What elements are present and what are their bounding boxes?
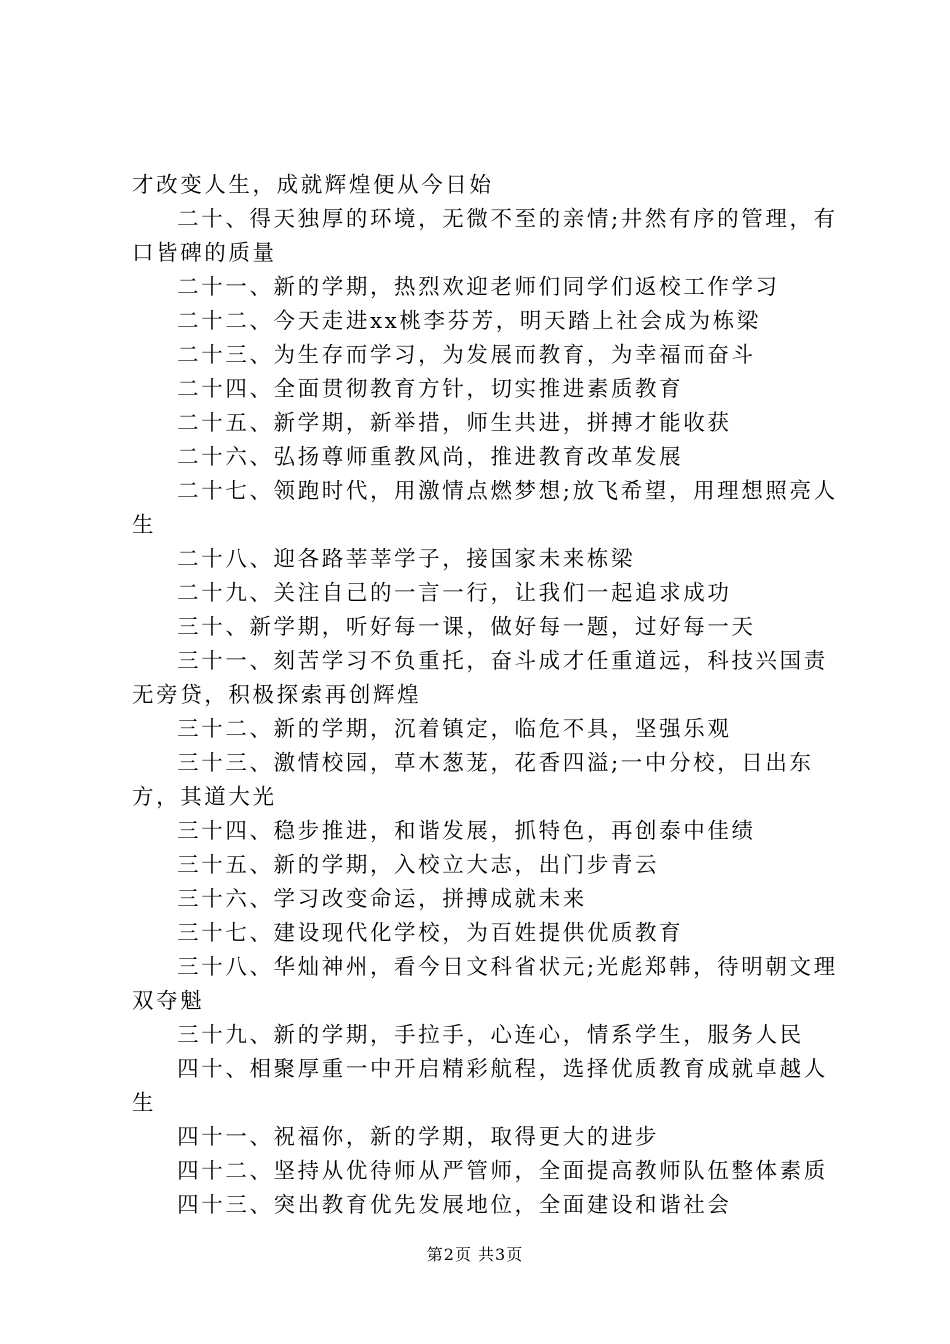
paragraph: 三十六、学习改变命运，拼搏成就未来 [177,887,587,912]
paragraph: 四十、相聚厚重一中开启精彩航程，选择优质教育成就卓越人生 [132,1057,828,1116]
paragraph: 二十三、为生存而学习，为发展而教育，为幸福而奋斗 [177,343,756,368]
paragraph: 四十一、祝福你，新的学期，取得更大的进步 [177,1125,660,1150]
paragraph: 三十七、建设现代化学校，为百姓提供优质教育 [177,921,684,946]
page-footer [0,1244,950,1266]
paragraph: 三十四、稳步推进，和谐发展，抓特色，再创泰中佳绩 [177,819,756,844]
paragraph: 才改变人生，成就辉煌便从今日始 [132,173,494,198]
page-number-label: 第2页 共3页 [426,1245,524,1264]
paragraph: 三十九、新的学期，手拉手，心连心，情系学生，服务人民 [177,1023,804,1048]
paragraph: 二十六、弘扬尊师重教风尚，推进教育改革发展 [177,445,684,470]
document-body [132,169,842,1223]
paragraph: 三十二、新的学期，沉着镇定，临危不具，坚强乐观 [177,717,732,742]
paragraph: 三十五、新的学期，入校立大志，出门步青云 [177,853,660,878]
paragraph: 二十七、领跑时代，用激情点燃梦想;放飞希望，用理想照亮人生 [132,479,838,538]
paragraph: 四十三、突出教育优先发展地位，全面建设和谐社会 [177,1193,732,1218]
paragraph: 三十、新学期，听好每一课，做好每一题，过好每一天 [177,615,756,640]
paragraph: 二十五、新学期，新举措，师生共进，拼搏才能收获 [177,411,732,436]
paragraph: 二十四、全面贯彻教育方针，切实推进素质教育 [177,377,684,402]
paragraph: 三十一、刻苦学习不负重托，奋斗成才任重道远，科技兴国责无旁贷，积极探索再创辉煌 [132,649,828,708]
paragraph: 三十三、激情校园，草木葱茏，花香四溢;一中分校，日出东方，其道大光 [132,751,814,810]
paragraph: 三十八、华灿神州，看今日文科省状元;光彪郑韩，待明朝文理双夺魁 [132,955,838,1014]
paragraph: 四十二、坚持从优待师从严管师，全面提高教师队伍整体素质 [177,1159,828,1184]
paragraph: 二十一、新的学期，热烈欢迎老师们同学们返校工作学习 [177,275,780,300]
paragraph: 二十二、今天走进xx桃李芬芳，明天踏上社会成为栋梁 [177,309,761,334]
paragraph: 二十八、迎各路莘莘学子，接国家未来栋梁 [177,547,636,572]
paragraph: 二十、得天独厚的环境，无微不至的亲情;井然有序的管理，有口皆碑的质量 [132,207,838,266]
paragraph: 二十九、关注自己的一言一行，让我们一起追求成功 [177,581,732,606]
